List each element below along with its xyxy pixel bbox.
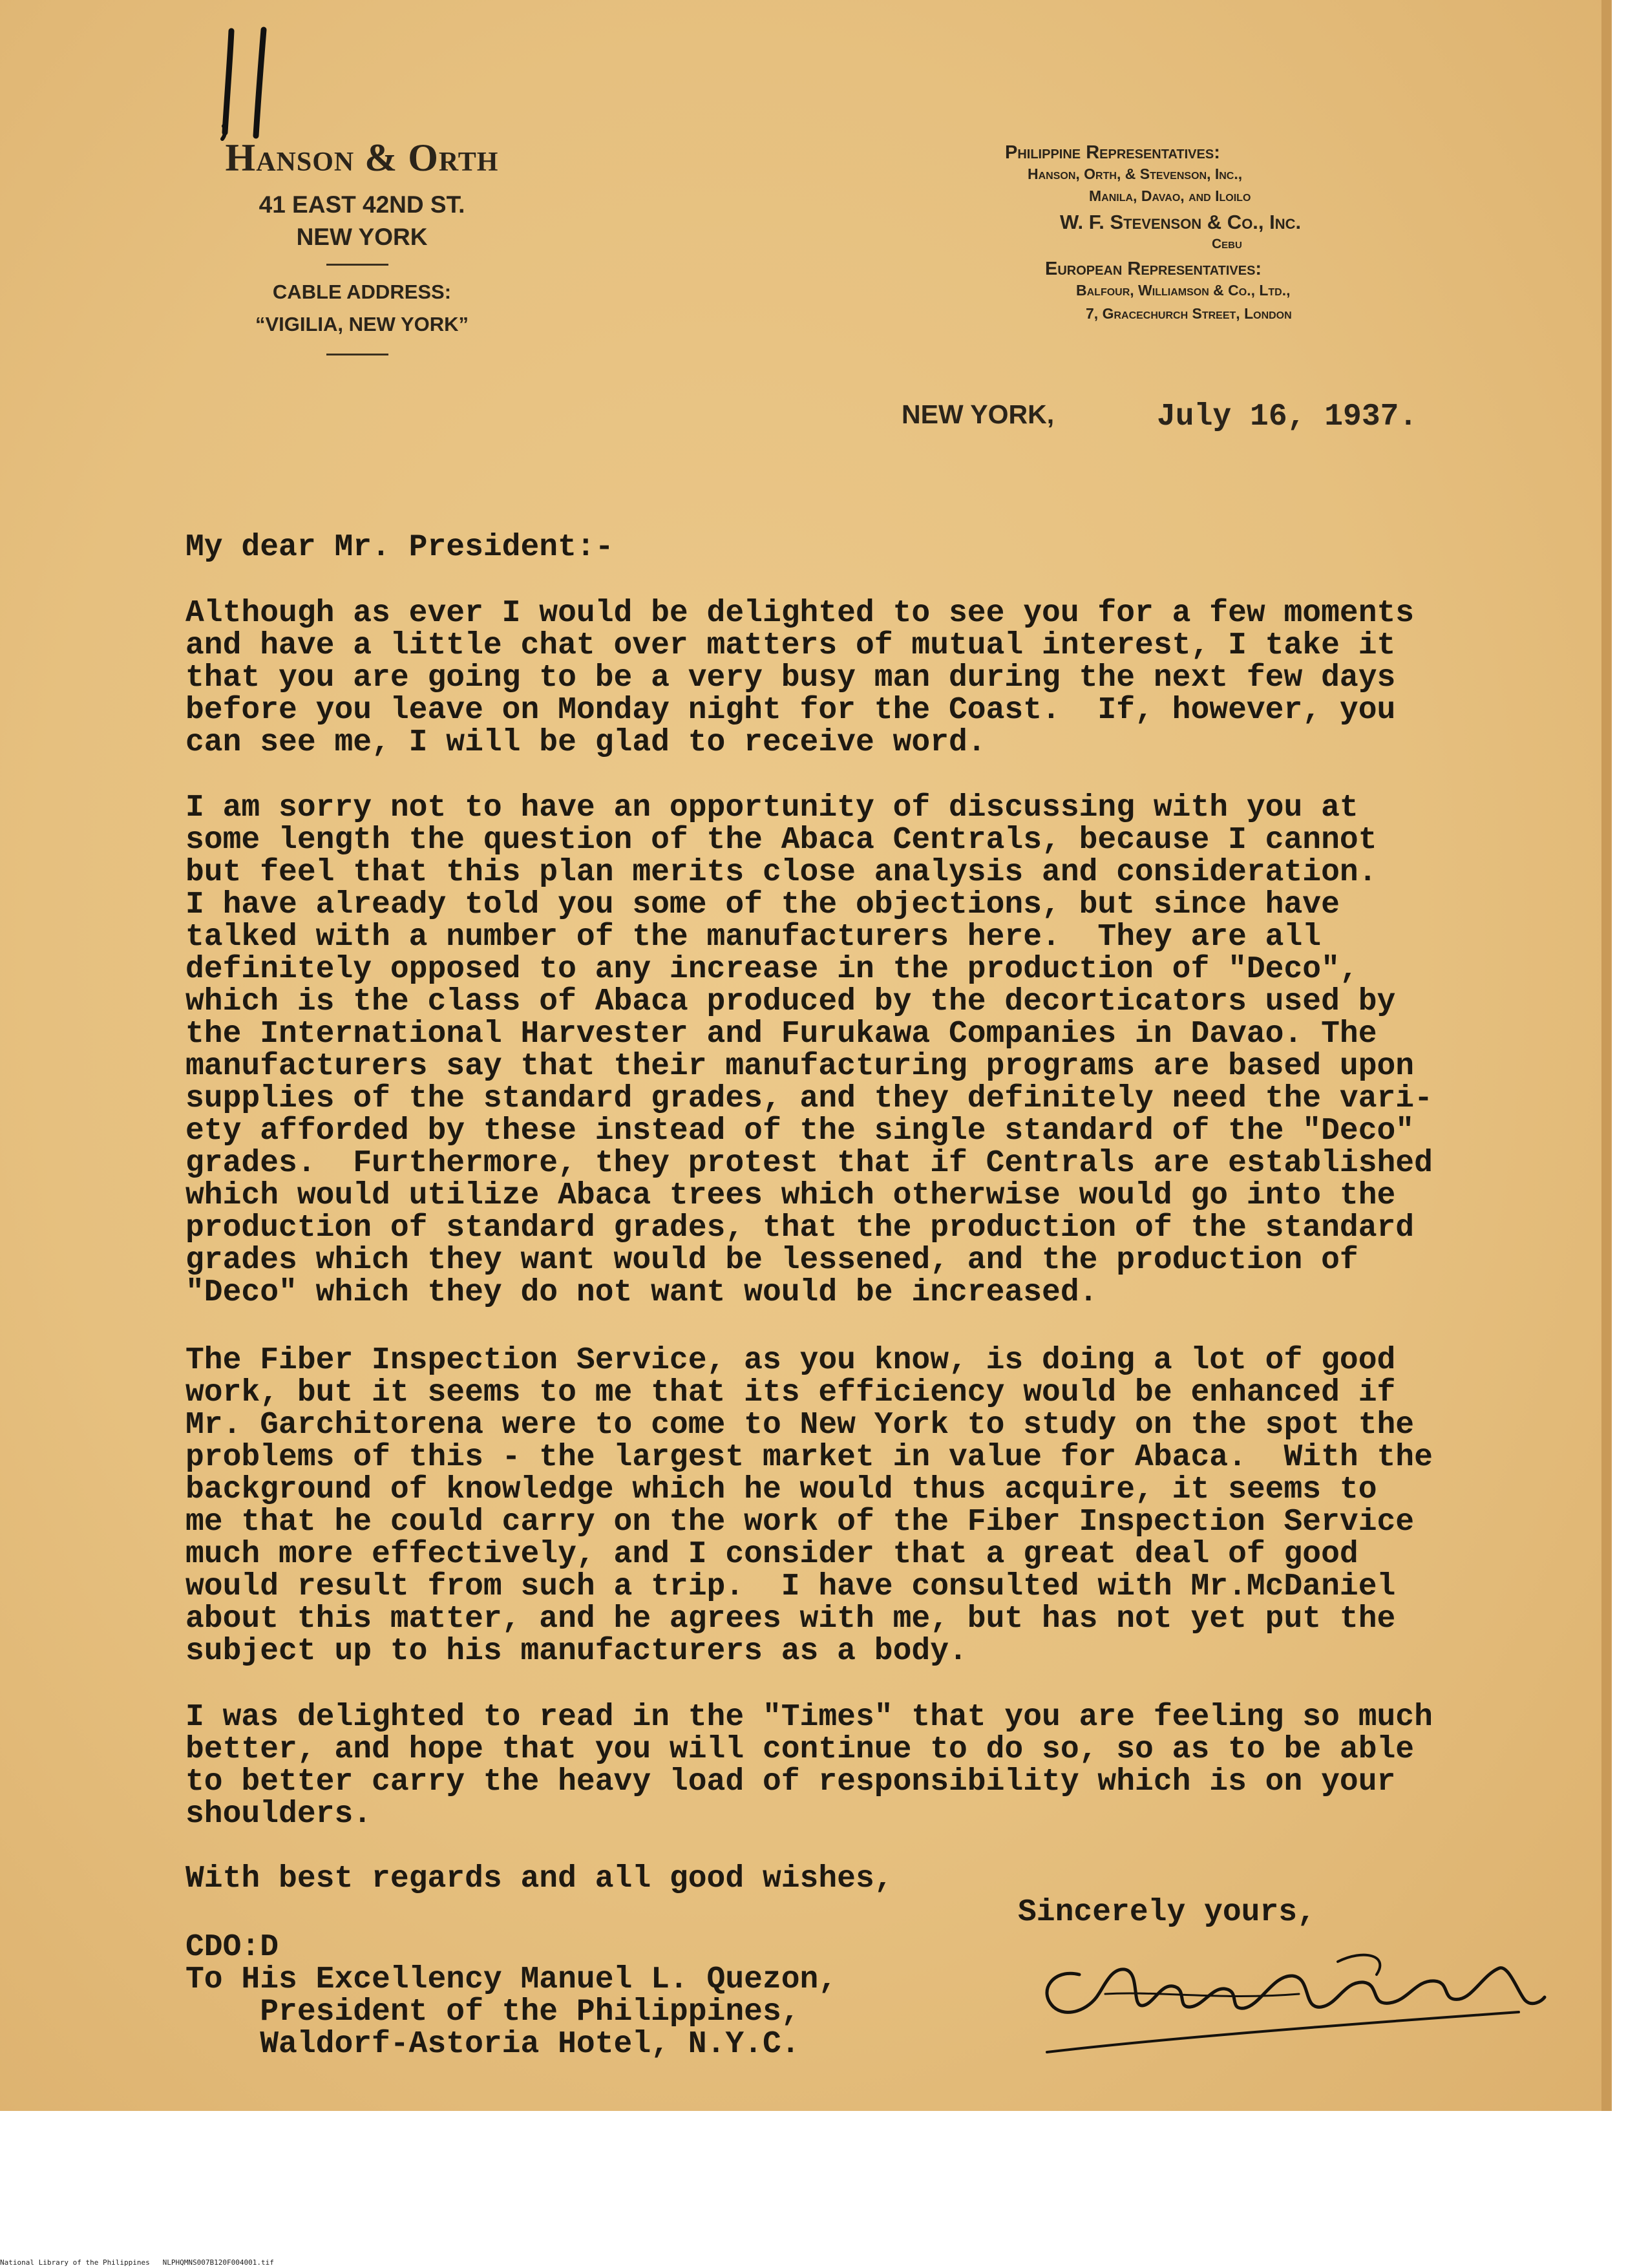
paper-edge xyxy=(1601,0,1611,2111)
letterhead-divider xyxy=(326,264,388,266)
initials: CDO:D xyxy=(185,1930,279,1965)
paragraph-3-line: would result from such a trip. I have consulted with Mr.McDaniel xyxy=(185,1569,1396,1604)
paragraph-3-line: The Fiber Inspection Service, as you know, is doing a lot of good xyxy=(185,1343,1396,1378)
cable-address-value: “VIGILIA, NEW YORK” xyxy=(255,313,469,335)
rep-line: Hanson, Orth, & Stevenson, Inc., xyxy=(1028,165,1243,182)
paragraph-4-line: I was delighted to read in the "Times" that you are feeling so much xyxy=(185,1700,1433,1735)
paragraph-3-line: work, but it seems to me that its efficiency would be enhanced if xyxy=(185,1375,1396,1410)
address-city: NEW YORK xyxy=(296,224,428,250)
paragraph-4-line: shoulders. xyxy=(185,1797,372,1832)
rep-heading-philippine: Philippine Representatives: xyxy=(1005,142,1220,163)
paragraph-2-line: I have already told you some of the objections, but since have xyxy=(185,887,1340,922)
paragraph-2-line: supplies of the standard grades, and they definitely need the vari- xyxy=(185,1081,1433,1116)
archive-footer xyxy=(0,2258,274,2267)
paragraph-2-line: grades. Furthermore, they protest that if Centrals are established xyxy=(185,1146,1433,1181)
footer-library: National Library of the Philippines xyxy=(0,2258,150,2267)
paragraph-3-line: about this matter, and he agrees with me, but has not yet put the xyxy=(185,1602,1396,1637)
paragraph-2-line: grades which they want would be lessened, and the production of xyxy=(185,1243,1358,1278)
paragraph-3-line: subject up to his manufacturers as a body. xyxy=(185,1634,967,1669)
handwritten-signature xyxy=(1028,1929,1558,2068)
paragraph-3-line: problems of this - the largest market in value for Abaca. With the xyxy=(185,1440,1433,1475)
rep-line: W. F. Stevenson & Co., Inc. xyxy=(1060,211,1302,233)
date-place: NEW YORK, xyxy=(902,399,1055,429)
rep-line: Manila, Davao, and Iloilo xyxy=(1089,187,1251,204)
salutation: My dear Mr. President:- xyxy=(185,530,614,565)
paragraph-2-line: "Deco" which they do not want would be increased. xyxy=(185,1275,1098,1310)
paragraph-2-line: definitely opposed to any increase in the production of "Deco", xyxy=(185,952,1358,987)
paragraph-2-line: ety afforded by these instead of the single standard of the "Deco" xyxy=(185,1114,1415,1149)
closing-wish: With best regards and all good wishes, xyxy=(185,1861,893,1896)
rep-line: Cebu xyxy=(1212,237,1242,251)
paragraph-2-line: production of standard grades, that the production of the standard xyxy=(185,1211,1415,1245)
paragraph-1-line: Although as ever I would be delighted to see you for a few moments xyxy=(185,596,1415,631)
paragraph-1-line: that you are going to be a very busy man during the next few days xyxy=(185,661,1396,695)
company-name: Hanson & Orth xyxy=(225,136,499,179)
paragraph-2-line: some length the question of the Abaca Centrals, because I cannot xyxy=(185,823,1377,858)
paragraph-2-line: manufacturers say that their manufacturing programs are based upon xyxy=(185,1049,1415,1084)
footer-file: NLPHQMNS007B120F004001.tif xyxy=(162,2258,274,2267)
addressee-line: To His Excellency Manuel L. Quezon, xyxy=(185,1962,838,1997)
paragraph-2-line: the International Harvester and Furukawa Companies in Davao. The xyxy=(185,1017,1377,1052)
paragraph-3-line: Mr. Garchitorena were to come to New York to study on the spot the xyxy=(185,1408,1415,1443)
paragraph-2-line: talked with a number of the manufacturers here. They are all xyxy=(185,920,1322,955)
paragraph-3-line: background of knowledge which he would thus acquire, it seems to xyxy=(185,1472,1377,1507)
handwritten-mark xyxy=(213,26,291,145)
rep-heading-european: European Representatives: xyxy=(1045,259,1262,279)
cable-address-label: CABLE ADDRESS: xyxy=(272,281,452,303)
sign-off: Sincerely yours, xyxy=(1018,1895,1316,1930)
paragraph-2-line: but feel that this plan merits close analysis and consideration. xyxy=(185,855,1377,890)
letterhead-divider xyxy=(326,354,388,355)
paragraph-1-line: before you leave on Monday night for the Coast. If, however, you xyxy=(185,693,1396,728)
letter-date: July 16, 1937. xyxy=(1157,399,1418,434)
paragraph-4-line: to better carry the heavy load of responsibility which is on your xyxy=(185,1765,1396,1799)
rep-line: Balfour, Williamson & Co., Ltd., xyxy=(1076,282,1291,299)
paragraph-2-line: which is the class of Abaca produced by the decorticators used by xyxy=(185,984,1396,1019)
paragraph-1-line: and have a little chat over matters of mutual interest, I take it xyxy=(185,628,1396,663)
paragraph-3-line: me that he could carry on the work of the Fiber Inspection Service xyxy=(185,1505,1415,1540)
paragraph-4-line: better, and hope that you will continue to do so, so as to be able xyxy=(185,1732,1415,1767)
paragraph-2-line: which would utilize Abaca trees which otherwise would go into the xyxy=(185,1178,1396,1213)
addressee-line: Waldorf-Astoria Hotel, N.Y.C. xyxy=(185,2027,800,2062)
addressee-line: President of the Philippines, xyxy=(185,1995,800,2030)
paragraph-3-line: much more effectively, and I consider that a great deal of good xyxy=(185,1537,1358,1572)
paragraph-1-line: can see me, I will be glad to receive word. xyxy=(185,725,986,760)
address-street: 41 EAST 42ND ST. xyxy=(259,191,465,218)
paragraph-2-line: I am sorry not to have an opportunity of discussing with you at xyxy=(185,790,1358,825)
rep-line: 7, Gracechurch Street, London xyxy=(1086,305,1292,322)
